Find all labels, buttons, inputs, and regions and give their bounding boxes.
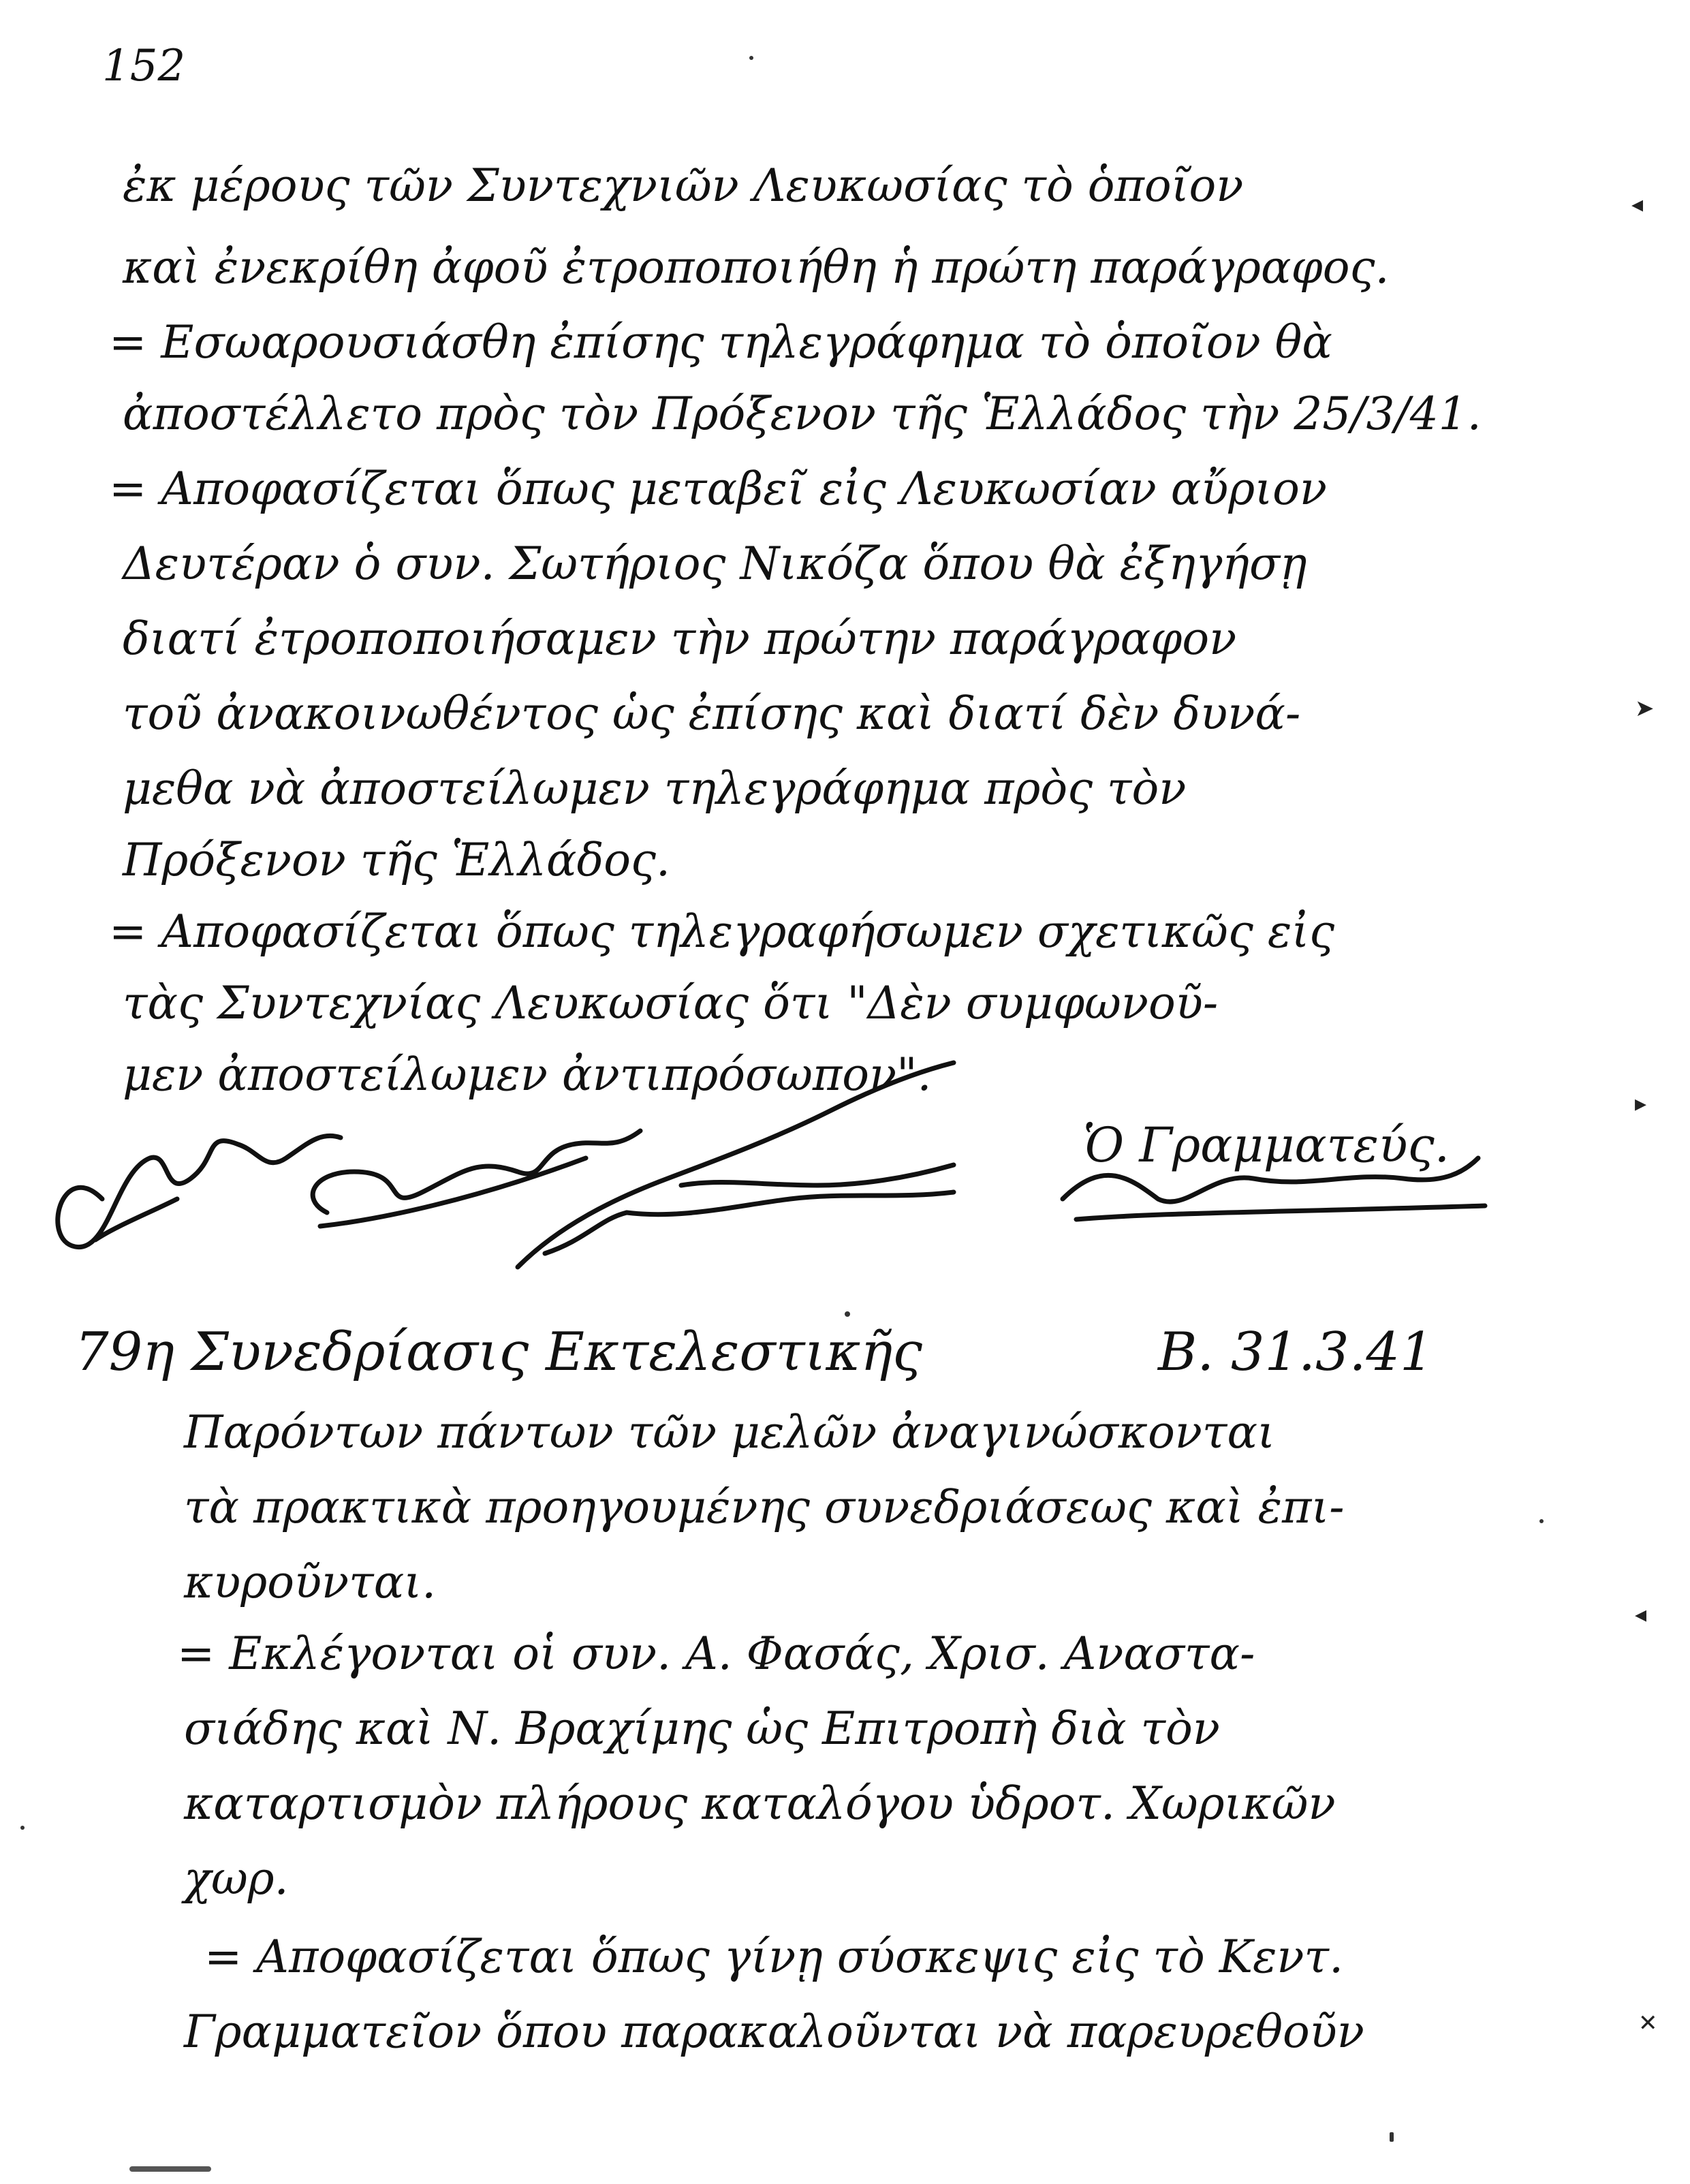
text-line: Πρόξενον τῆς Ἑλλάδος. [123,834,670,886]
text-line: τοῦ ἀνακοινωθέντος ὡς ἐπίσης καὶ διατί δὲν δυνά- [123,687,1301,740]
margin-mark: ▸ [1635,1090,1647,1117]
speck [129,2166,211,2172]
text-line: διατί ἐτροποποιήσαμεν τὴν πρώτην παράγραφον [123,612,1237,665]
speck [845,1311,850,1317]
margin-mark: ➤ [1635,695,1655,722]
text-line: χωρ. [184,1852,289,1905]
text-line: ἀποστέλλετο πρὸς τὸν Πρόξενον τῆς Ἑλλάδος τὴν 25/3/41. [123,388,1482,440]
text-line: μεν ἀποστείλωμεν ἀντιπρόσωπον". [123,1048,932,1101]
text-line: = Αποφασίζεται ὅπως γίνῃ σύσκεψις εἰς τὸ Κεντ. [204,1931,1344,1983]
text-line: καταρτισμὸν πλήρους καταλόγου ὑδροτ. Χωρικῶν [184,1777,1336,1830]
text-line: Παρόντων πάντων τῶν μελῶν ἀναγινώσκονται [184,1406,1275,1458]
page-number: 152 [102,41,186,91]
text-line: = Αποφασίζεται ὅπως τηλεγραφήσωμεν σχετικῶς εἰς [109,905,1335,958]
meeting-date: Β. 31.3.41 [1158,1322,1434,1383]
text-line: Δευτέραν ὁ συν. Σωτήριος Νικόζα ὅπου θὰ ἐξηγήσῃ [123,537,1307,590]
text-line: τὰ πρακτικὰ προηγουμένης συνεδριάσεως καὶ ἐπι- [184,1481,1345,1533]
text-line: σιάδης καὶ Ν. Βραχίμης ὡς Επιτροπὴ διὰ τὸν [184,1702,1220,1755]
text-line: ἐκ μέρους τῶν Συντεχνιῶν Λευκωσίας τὸ ὁποῖον [123,159,1244,212]
speck [20,1826,25,1830]
text-line: μεθα νὰ ἀποστείλωμεν τηλεγράφημα πρὸς τὸν [123,762,1187,815]
margin-mark: ◂ [1631,191,1644,218]
signature-3 [518,1063,954,1267]
speck [1390,2132,1394,2142]
signature-1 [58,1136,341,1247]
margin-mark: ◂ [1635,1601,1647,1628]
text-line: καὶ ἐνεκρίθη ἀφοῦ ἐτροποποιήθη ἡ πρώτη παράγραφος. [123,241,1390,294]
text-line: = Εκλέγονται οἱ συν. Α. Φασάς, Χρισ. Αναστα- [177,1627,1255,1680]
secretary-label: Ὁ Γραμματεύς. [1083,1117,1450,1173]
text-line: τὰς Συντεχνίας Λευκωσίας ὅτι "Δὲν συμφωνοῦ- [123,977,1219,1029]
text-line: κυροῦνται. [184,1556,437,1608]
text-line: = Εσωαρουσιάσθη ἐπίσης τηλεγράφημα τὸ ὁποῖον θὰ [109,316,1332,369]
speck [749,56,753,60]
meeting-heading: 79η Συνεδρίασις Εκτελεστικῆς [75,1322,922,1383]
text-line: = Αποφασίζεται ὅπως μεταβεῖ εἰς Λευκωσίαν αὔριον [109,463,1327,515]
margin-mark: ✕ [1638,2010,1658,2037]
text-line: Γραμματεῖον ὅπου παρακαλοῦνται νὰ παρευρεθοῦν [184,2006,1364,2058]
signature-4 [627,1165,954,1215]
signature-5 [1063,1158,1485,1219]
speck [1539,1519,1544,1523]
